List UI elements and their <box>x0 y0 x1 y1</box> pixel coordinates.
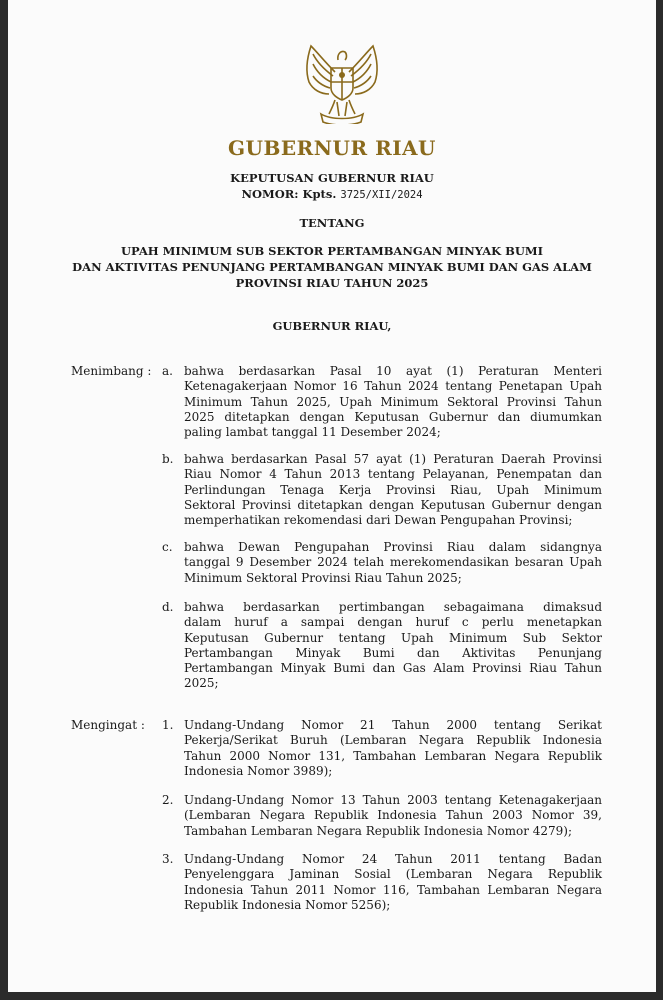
item-line: (Lembaran Negara Republik Indonesia Tahun 2003 Nomor 39, <box>184 808 602 823</box>
menimbang-label: Menimbang : <box>71 364 152 378</box>
item-line: Indonesia Nomor 3989); <box>184 763 333 778</box>
nomor-label: NOMOR: Kpts. <box>241 187 337 201</box>
nomor-value: 3725/XII/2024 <box>340 189 423 201</box>
garuda-emblem-icon <box>295 42 389 124</box>
item-line: tanggal 9 Desember 2024 telah merekomendasikan besaran Upah <box>184 555 602 570</box>
item-marker: d. <box>162 600 174 614</box>
item-line: 2025 ditetapkan dengan Keputusan Gubernur dan diumumkan <box>184 409 602 424</box>
item-line: bahwa berdasarkan Pasal 10 ayat (1) Peraturan Menteri <box>184 364 602 378</box>
item-line: bahwa berdasarkan pertimbangan sebagaimana dimaksud <box>184 600 602 614</box>
item-line: Minimum Tahun 2025, Upah Minimum Sektoral Provinsi Tahun <box>184 394 602 409</box>
item-line: Pertambangan Minyak Bumi dan Aktivitas Penunjang <box>184 645 602 660</box>
subject-line: UPAH MINIMUM SUB SEKTOR PERTAMBANGAN MINYAK BUMI <box>120 244 544 258</box>
item-line: Penyelenggara Jaminan Sosial (Lembaran Negara Republik <box>184 867 602 882</box>
item-marker: a. <box>162 364 173 378</box>
item-line: bahwa berdasarkan Pasal 57 ayat (1) Peraturan Daerah Provinsi <box>184 452 602 466</box>
tentang-label: TENTANG <box>299 216 365 230</box>
item-line: Tambahan Lembaran Negara Republik Indonesia Nomor 4279); <box>184 823 573 838</box>
item-line: dalam huruf a sampai dengan huruf c perlu menetapkan <box>184 615 602 630</box>
item-line: 2025; <box>184 676 219 691</box>
item-marker: 3. <box>162 852 174 866</box>
subject-line: PROVINSI RIAU TAHUN 2025 <box>235 276 429 290</box>
item-line: bahwa Dewan Pengupahan Provinsi Riau dalam sidangnya <box>184 540 602 554</box>
item-line: Minimum Sektoral Provinsi Riau Tahun 2025; <box>184 570 462 585</box>
item-line: Keputusan Gubernur tentang Upah Minimum Sub Sektor <box>184 630 602 645</box>
item-line: Pekerja/Serikat Buruh (Lembaran Negara Republik Indonesia <box>184 733 602 748</box>
decree-number <box>8 186 656 203</box>
decree-title: KEPUTUSAN GUBERNUR RIAU <box>230 171 434 185</box>
decree-subject <box>8 243 656 291</box>
item-line: Undang-Undang Nomor 24 Tahun 2011 tentang Badan <box>184 852 602 866</box>
subject-line: DAN AKTIVITAS PENUNJANG PERTAMBANGAN MINYAK BUMI DAN GAS ALAM <box>72 260 592 274</box>
item-line: Tahun 2000 Nomor 131, Tambahan Lembaran Negara Republik <box>184 748 602 763</box>
item-line: Undang-Undang Nomor 13 Tahun 2003 tentang Ketenagakerjaan <box>184 793 602 807</box>
item-marker: 2. <box>162 793 174 807</box>
item-line: Riau Nomor 4 Tahun 2013 tentang Pelayanan, Penempatan dan <box>184 467 602 482</box>
item-line: Undang-Undang Nomor 21 Tahun 2000 tentang Serikat <box>184 718 602 732</box>
item-line: Perlindungan Tenaga Kerja Provinsi Riau, Upah Minimum <box>184 482 602 497</box>
item-line: Republik Indonesia Nomor 5256); <box>184 897 391 912</box>
item-marker: b. <box>162 452 174 466</box>
item-line: memperhatikan rekomendasi dari Dewan Pengupahan Provinsi; <box>184 513 573 528</box>
mengingat-label: Mengingat : <box>71 718 145 732</box>
governor-line: GUBERNUR RIAU, <box>272 319 392 333</box>
item-line: Pertambangan Minyak Bumi dan Gas Alam Provinsi Riau Tahun <box>184 661 602 676</box>
item-marker: 1. <box>162 718 174 732</box>
item-line: Ketenagakerjaan Nomor 16 Tahun 2024 tentang Penetapan Upah <box>184 379 602 394</box>
document-page <box>8 0 656 992</box>
item-line: Indonesia Tahun 2011 Nomor 116, Tambahan Lembaran Negara <box>184 882 602 897</box>
item-line: Sektoral Provinsi ditetapkan dengan Keputusan Gubernur dengan <box>184 497 602 512</box>
item-marker: c. <box>162 540 173 554</box>
governor-heading: GUBERNUR RIAU <box>227 136 437 160</box>
item-line: paling lambat tanggal 11 Desember 2024; <box>184 425 441 440</box>
